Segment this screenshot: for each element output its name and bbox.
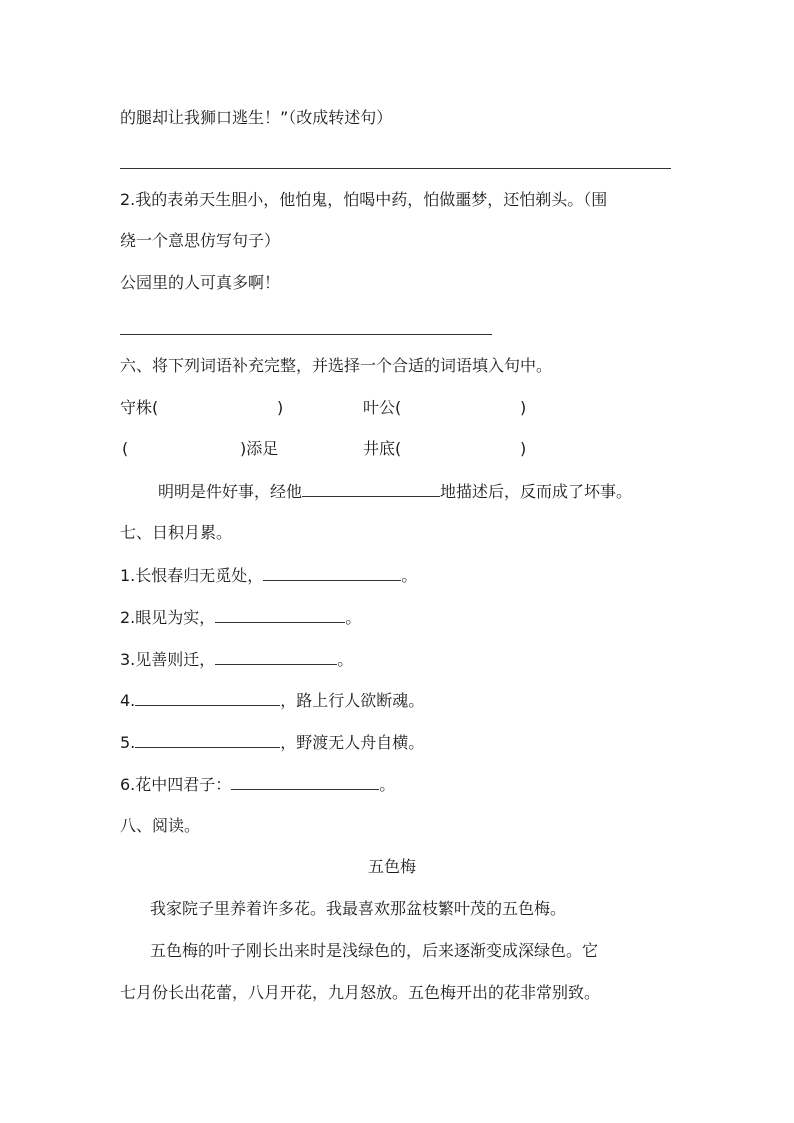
poem-text: 2.眼见为实， (120, 608, 216, 627)
reading-paragraph-2-cont: 七月份长出花蕾，八月开花，九月怒放。五色梅开出的花非常别致。 (120, 983, 601, 1002)
poem-text: ，路上行人欲断魂。 (280, 691, 425, 710)
poem-text: 1.长恨春归无觅处， (120, 566, 264, 585)
poem-text: 3.见善则迁， (120, 650, 216, 669)
poem-end: 。 (401, 566, 418, 585)
prev-question-tail: 的腿却让我狮口逃生！”（改成转述句） (120, 108, 393, 127)
poem-line-4 (120, 689, 424, 711)
section-8-heading: 八、阅读。 (120, 816, 201, 835)
poem-num: 5. (120, 733, 136, 752)
question-2-text: 2.我的表弟天生胆小，他怕鬼，怕喝中药，怕做噩梦，还怕剃头。（围 (120, 190, 608, 209)
fill-blank[interactable] (135, 689, 280, 706)
question-2-prompt: 公园里的人可真多啊！ (120, 273, 281, 292)
idiom-1-close: ) (277, 398, 284, 417)
section-6-sentence (158, 480, 632, 502)
question-2-text-cont: 绕一个意思仿写句子） (120, 231, 281, 250)
idiom-4: 井底( (363, 439, 402, 458)
fill-blank[interactable] (135, 731, 280, 748)
idiom-2: 叶公( (363, 398, 402, 417)
idiom-1: 守株( (120, 398, 159, 417)
poem-end: 。 (345, 608, 362, 627)
sentence-part-b: 地描述后，反而成了坏事。 (440, 482, 633, 501)
poem-line-2 (120, 606, 361, 628)
poem-num: 4. (120, 691, 136, 710)
poem-line-5 (120, 731, 424, 753)
answer-line[interactable] (120, 334, 492, 335)
reading-paragraph-1: 我家院子里养着许多花。我最喜欢那盆枝繁叶茂的五色梅。 (150, 899, 567, 918)
fill-blank[interactable] (215, 606, 345, 623)
poem-line-6 (120, 773, 395, 795)
fill-blank[interactable] (263, 564, 401, 581)
poem-end: 。 (379, 775, 396, 794)
idiom-3: )添足 (240, 439, 279, 458)
fill-blank[interactable] (231, 773, 379, 790)
fill-blank[interactable] (302, 480, 440, 497)
idiom-2-close: ) (520, 398, 527, 417)
section-6-heading: 六、将下列词语补充完整，并选择一个合适的词语填入句中。 (120, 356, 553, 375)
poem-text: 6.花中四君子： (120, 775, 232, 794)
reading-paragraph-2: 五色梅的叶子刚长出来时是浅绿色的，后来逐渐变成深绿色。它 (150, 941, 599, 960)
fill-blank[interactable] (215, 648, 337, 665)
reading-title: 五色梅 (368, 857, 417, 876)
idiom-4-close: ) (520, 439, 527, 458)
answer-line[interactable] (120, 168, 671, 169)
sentence-part-a: 明明是件好事，经他 (158, 482, 303, 501)
idiom-3-open: ( (122, 439, 129, 458)
poem-line-1 (120, 564, 417, 586)
poem-text: ，野渡无人舟自横。 (280, 733, 425, 752)
poem-line-3 (120, 648, 353, 670)
poem-end: 。 (337, 650, 354, 669)
section-7-heading: 七、日积月累。 (120, 523, 233, 542)
